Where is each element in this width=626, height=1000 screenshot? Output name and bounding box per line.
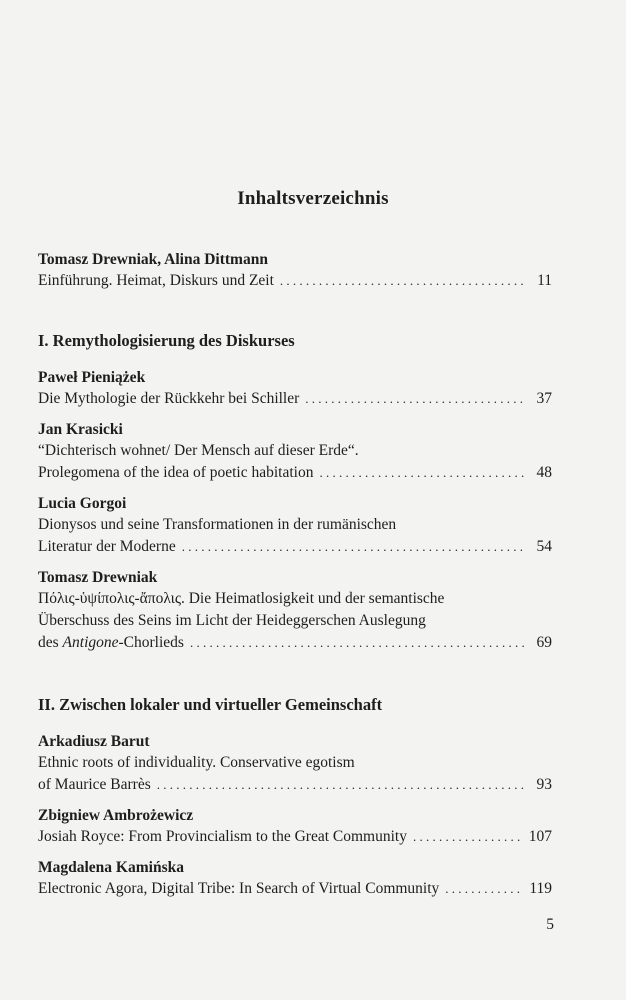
entry-title-line <box>38 536 552 558</box>
entry-title-line <box>38 774 552 796</box>
toc-entry <box>38 368 552 410</box>
entry-title: Überschuss des Seins im Licht der Heideggerschen Auslegung <box>38 612 426 629</box>
entry-title-antigone: des Antigone-Chorlieds <box>38 634 184 651</box>
entry-page: 37 <box>536 390 552 407</box>
toc-entry <box>38 494 552 558</box>
entry-title: Die Mythologie der Rückkehr bei Schiller <box>38 390 300 407</box>
entry-author: Arkadiusz Barut <box>38 733 150 750</box>
entry-title: Josiah Royce: From Provincialism to the Great Community <box>38 828 407 845</box>
entry-title-line <box>38 752 552 774</box>
leader-dots <box>413 826 523 848</box>
leader-dots <box>280 270 524 292</box>
entry-title: Πόλις-ὑψίπολις-ἄπολις. Die Heimatlosigkeit und der semantische <box>38 590 445 607</box>
entry-title: Electronic Agora, Digital Tribe: In Search of Virtual Community <box>38 880 440 897</box>
entry-page: 69 <box>536 634 552 651</box>
entry-title-line <box>38 270 552 292</box>
toc-entry <box>38 732 552 796</box>
entry-title: of Maurice Barrès <box>38 776 151 793</box>
leader-dots <box>182 536 524 558</box>
toc-entry <box>38 250 552 292</box>
entry-title: Prolegomena of the idea of poetic habitation <box>38 464 314 481</box>
entry-title-line <box>38 462 552 484</box>
leader-dots <box>190 632 524 654</box>
toc-entry <box>38 420 552 484</box>
entry-author: Magdalena Kamińska <box>38 859 184 876</box>
entry-title-line <box>38 514 552 536</box>
entry-title: Einführung. Heimat, Diskurs und Zeit <box>38 272 274 289</box>
section-heading: I. Remythologisierung des Diskurses <box>38 331 295 350</box>
page-number: 5 <box>546 916 554 933</box>
entry-page: 107 <box>528 828 552 845</box>
entry-title-line <box>38 610 552 632</box>
entry-page: 11 <box>537 272 552 289</box>
toc-entry <box>38 858 552 900</box>
entry-title: Ethnic roots of individuality. Conservative egotism <box>38 754 355 771</box>
leader-dots <box>445 878 523 900</box>
toc-entry <box>38 806 552 848</box>
entry-page: 119 <box>529 880 552 897</box>
entry-page: 93 <box>536 776 552 793</box>
table-of-contents <box>38 250 552 910</box>
entry-title: “Dichterisch wohnet/ Der Mensch auf dieser Erde“. <box>38 442 359 459</box>
entry-author: Paweł Pieniążek <box>38 369 146 386</box>
leader-dots <box>319 462 524 484</box>
entry-title: Literatur der Moderne <box>38 538 176 555</box>
section-heading: II. Zwischen lokaler und virtueller Gemeinschaft <box>38 695 383 714</box>
entry-page: 48 <box>536 464 552 481</box>
entry-title-line <box>38 632 552 654</box>
entry-title-line <box>38 826 552 848</box>
page-title: Inhaltsverzeichnis <box>237 188 389 209</box>
entry-title: Dionysos und seine Transformationen in der rumänischen <box>38 516 397 533</box>
leader-dots <box>305 388 524 410</box>
leader-dots <box>157 774 524 796</box>
entry-page: 54 <box>536 538 552 555</box>
entry-author: Tomasz Drewniak <box>38 569 158 586</box>
toc-entry <box>38 568 552 654</box>
entry-title-line <box>38 388 552 410</box>
entry-author: Zbigniew Ambrożewicz <box>38 807 194 824</box>
entry-title-line <box>38 878 552 900</box>
entry-author: Jan Krasicki <box>38 421 123 438</box>
entry-author: Lucia Gorgoi <box>38 495 127 512</box>
entry-title-line <box>38 588 552 610</box>
entry-author: Tomasz Drewniak, Alina Dittmann <box>38 251 268 268</box>
entry-title-line <box>38 440 552 462</box>
